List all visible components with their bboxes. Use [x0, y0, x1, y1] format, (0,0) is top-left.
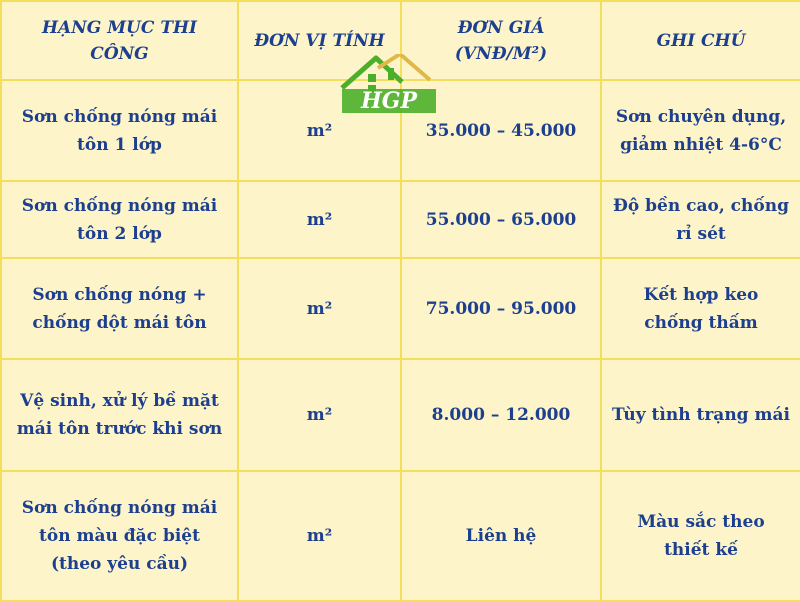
table-row [1, 359, 800, 471]
cell-price: 75.000 – 95.000 [401, 258, 601, 359]
cell-unit: m² [238, 258, 401, 359]
header-note: GHI CHÚ [601, 1, 800, 80]
cell-note: Kết hợp keo chống thấm [601, 258, 800, 359]
cell-unit: m² [238, 359, 401, 471]
table-row [1, 258, 800, 359]
cell-note: Tùy tình trạng mái [601, 359, 800, 471]
cell-note: Màu sắc theo thiết kế [601, 471, 800, 601]
cell-note: Độ bền cao, chống rỉ sét [601, 181, 800, 258]
cell-item: Vệ sinh, xử lý bề mặt mái tôn trước khi sơn [1, 359, 238, 471]
table-row [1, 181, 800, 258]
logo-text: HGP [360, 88, 418, 114]
cell-note: Sơn chuyên dụng, giảm nhiệt 4-6°C [601, 80, 800, 181]
header-unit: ĐƠN VỊ TÍNH [238, 1, 401, 80]
header-item: HẠNG MỤC THI CÔNG [1, 1, 238, 80]
cell-price: 8.000 – 12.000 [401, 359, 601, 471]
cell-unit: m² [238, 80, 401, 181]
cell-price: 35.000 – 45.000 [401, 80, 601, 181]
cell-item: Sơn chống nóng + chống dột mái tôn [1, 258, 238, 359]
header-price: ĐƠN GIÁ (VNĐ/M²) [401, 1, 601, 80]
cell-unit: m² [238, 471, 401, 601]
hgp-logo [338, 54, 438, 116]
cell-unit: m² [238, 181, 401, 258]
cell-item: Sơn chống nóng mái tôn 2 lớp [1, 181, 238, 258]
cell-item: Sơn chống nóng mái tôn 1 lớp [1, 80, 238, 181]
house-logo-icon [338, 54, 438, 116]
table-row [1, 471, 800, 601]
cell-price: Liên hệ [401, 471, 601, 601]
cell-item: Sơn chống nóng mái tôn màu đặc biệt (theo yêu cầu) [1, 471, 238, 601]
cell-price: 55.000 – 65.000 [401, 181, 601, 258]
